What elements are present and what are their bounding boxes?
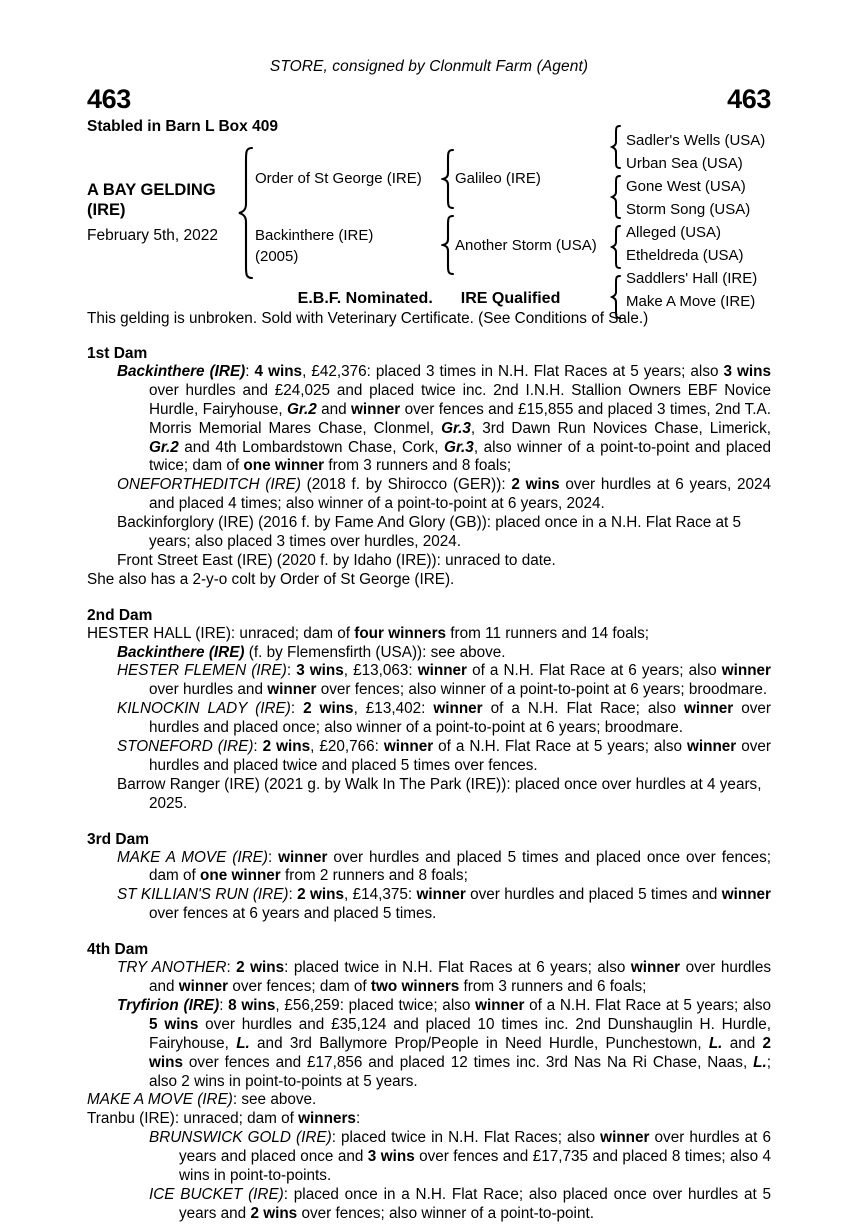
gg-name-6: Etheldreda (USA) (626, 246, 744, 264)
sire-sire-cell (455, 147, 630, 213)
brace-level-3-group (610, 130, 622, 314)
dam2-progeny-5: Barrow Ranger (IRE) (2021 g. by Walk In The Park (IRE)): placed once over hurdles at 4 years, 2025. (117, 775, 762, 812)
dam2-main-entry: HESTER HALL (IRE): unraced; dam of four winners from 11 runners and 14 foals; (87, 624, 649, 642)
heading-2nd-dam: 2nd Dam (87, 606, 153, 624)
dam1-progeny-2: Backinforglory (IRE) (2016 f. by Fame And Glory (GB)): placed once in a N.H. Flat Race at 5 years; also placed 3 times over hurdles, 2024. (117, 514, 742, 551)
dam1-name: Backinthere (IRE) (117, 363, 246, 380)
stabling-info: Stabled in Barn L Box 409 (87, 118, 278, 135)
sire-dam-name: Another Storm (USA) (455, 237, 597, 255)
listed-marker-3: L. (753, 1053, 767, 1071)
lot-number-row (87, 84, 771, 115)
sire-name: Order of St George (IRE) (255, 170, 422, 188)
dam4-progeny-3: Tranbu (IRE): unraced; dam of winners: (87, 1110, 361, 1128)
heading-3rd-dam: 3rd Dam (87, 830, 150, 848)
sire-dam-cell (455, 214, 630, 280)
gg-name-3: Gone West (USA) (626, 177, 746, 195)
brace-level-1 (237, 146, 255, 280)
dam2-progeny-3: KILNOCKIN LADY (IRE): 2 wins, £13,402: winner of a N.H. Flat Race; also winner over hurdles and placed once; also winner of a point-to-point at 6 years; broodmare. (117, 700, 771, 737)
dam4-progeny-2: MAKE A MOVE (IRE): see above. (87, 1091, 317, 1109)
dam2-name: HESTER HALL (IRE): unraced; dam of (87, 624, 355, 642)
grade-gr2: Gr.2 (286, 400, 317, 418)
subject-dob: February 5th, 2022 (87, 226, 218, 244)
progeny-name-tryfirion: Tryfirion (IRE) (117, 996, 220, 1014)
sales-catalogue-page (87, 0, 771, 1224)
dam4-name: TRY ANOTHER (117, 959, 227, 977)
veterinary-note: This gelding is unbroken. Sold with Veterinary Certificate. (See Conditions of Sale.) (87, 310, 649, 327)
brace-gg-3 (610, 230, 622, 263)
gg-name-8: Make A Move (IRE) (626, 292, 756, 310)
brace-gg-2 (610, 180, 622, 213)
dam3-progeny-1: ST KILLIAN'S RUN (IRE): 2 wins, £14,375: winner over hurdles and placed 5 times and winner over fences at 6 years and placed 5 times. (117, 886, 772, 923)
brace-level-2-group (441, 146, 455, 278)
brace-gg-1 (610, 130, 622, 163)
dam2-progeny-4: STONEFORD (IRE): 2 wins, £20,766: winner of a N.H. Flat Race at 5 years; also winner over hurdles and placed twice and placed 5 times over fences. (117, 738, 771, 774)
gg-name-2: Urban Sea (USA) (626, 154, 743, 172)
brace-sire-split (441, 146, 455, 212)
consignor-line: STORE, consigned by Clonmult Farm (Agent) (269, 58, 589, 75)
sire-sire-name: Galileo (IRE) (455, 170, 541, 188)
dam1-additional-note: She also has a 2-y-o colt by Order of St George (IRE). (87, 570, 455, 588)
great-grandparent-names (622, 130, 765, 314)
dam1-main-entry: Backinthere (IRE): 4 wins, £42,376: placed 3 times in N.H. Flat Races at 5 years; also 3 wins over hurdles and £24,025 and placed twice inc. 2nd I.N.H. Stallion Owners EBF Novice Hurdle, Fairyhouse, Gr.2 and winner over fences and £15,855 and placed 3 times, 2nd T.A. Morris Memorial Mares Chase, Clonmel, Gr.3, 3rd Dawn Run Novices Chase, Limerick, Gr.2 and 4th Lombardstown Chase, Cork, Gr.3, also winner of a point-to-point and placed twice; dam of one winner from 3 runners and 8 foals; (117, 363, 772, 475)
ire-qualified-label: IRE Qualified (460, 290, 561, 307)
pedigree-grandparents-column (455, 146, 630, 280)
dam2-progeny-1: Backinthere (IRE) (f. by Flemensfirth (USA)): see above. (117, 643, 506, 661)
dam4-progeny-1: Tryfirion (IRE): 8 wins, £56,259: placed twice; also winner of a N.H. Flat Race at 5 years; also 5 wins over hurdles and £35,124 and placed 10 times inc. 2nd Dunshauglin H. Hurdle, Fairyhouse, L. and 3rd Ballymore Prop/People in Need Hurdle, Punchestown, L. and 2 wins over fences and £17,856 and placed 12 times inc. 3rd Nas Na Ri Chase, Naas, L.; also 2 wins in point-to-points at 5 years. (117, 996, 772, 1090)
dam2-progeny-2: HESTER FLEMEN (IRE): 3 wins, £13,063: winner of a N.H. Flat Race at 6 years; also winner over hurdles and winner over fences; also winner of a point-to-point at 6 years; broodmare. (117, 662, 771, 699)
pedigree-subject (87, 179, 237, 247)
dam4-main-entry: TRY ANOTHER: 2 wins: placed twice in N.H. Flat Races at 6 years; also winner over hurdles and winner over fences; dam of two winners from 3 runners and 6 foals; (117, 959, 771, 996)
lot-number-left: 463 (87, 84, 131, 114)
gg-name-7: Saddlers' Hall (IRE) (626, 269, 758, 287)
dam-year: (2005) (255, 247, 299, 265)
dam1-wins: 4 wins (254, 363, 303, 380)
pedigree-sire-cell (255, 147, 441, 213)
pedigree-parents-column (255, 146, 441, 280)
brace-gg-4 (610, 280, 622, 313)
gg-name-5: Alleged (USA) (626, 223, 722, 241)
brace-dam-split (441, 212, 455, 278)
dam4-progeny-5: ICE BUCKET (IRE): placed once in a N.H. Flat Race; also placed once over hurdles at 5 years and 2 wins over fences; also winner of a point-to-point. (149, 1185, 772, 1222)
gg-name-1: Sadler's Wells (USA) (626, 132, 766, 149)
dam1-progeny-3: Front Street East (IRE) (2020 f. by Idaho (IRE)): unraced to date. (117, 551, 556, 569)
pedigree-great-grandparents-block (610, 130, 765, 314)
listed-marker-1: L. (236, 1034, 250, 1052)
gg-name-4: Storm Song (USA) (626, 200, 751, 218)
grade-gr3: Gr.3 (441, 419, 471, 437)
dam1-progeny-1: ONEFORTHEDITCH (IRE) (2018 f. by Shirocco (GER)): 2 wins over hurdles at 6 years, 2024 and placed 4 times; also winner of a point-to-point at 6 years, 2024. (117, 476, 771, 513)
subject-name: A BAY GELDING (IRE) (87, 180, 216, 219)
heading-1st-dam: 1st Dam (87, 345, 148, 362)
pedigree-dam-cell (255, 214, 441, 280)
ebf-nominated-label: E.B.F. Nominated. (297, 290, 433, 307)
lot-number-right: 463 (727, 84, 771, 114)
listed-marker-2: L. (708, 1034, 723, 1052)
dam4-progeny-4: BRUNSWICK GOLD (IRE): placed twice in N.H. Flat Races; also winner over hurdles at 6 years and placed once and 3 wins over fences and £17,735 and placed 8 times; also 4 wins in point-to-points. (149, 1129, 771, 1184)
progeny-name-onefortheditch: ONEFORTHEDITCH (IRE) (117, 476, 301, 494)
heading-4th-dam: 4th Dam (87, 941, 149, 959)
dam-name: Backinthere (IRE) (255, 226, 374, 244)
dam3-main-entry: MAKE A MOVE (IRE): winner over hurdles and placed 5 times and placed once over fences; dam of one winner from 2 runners and 8 foals; (117, 848, 772, 885)
dam3-name: MAKE A MOVE (IRE) (117, 848, 268, 866)
